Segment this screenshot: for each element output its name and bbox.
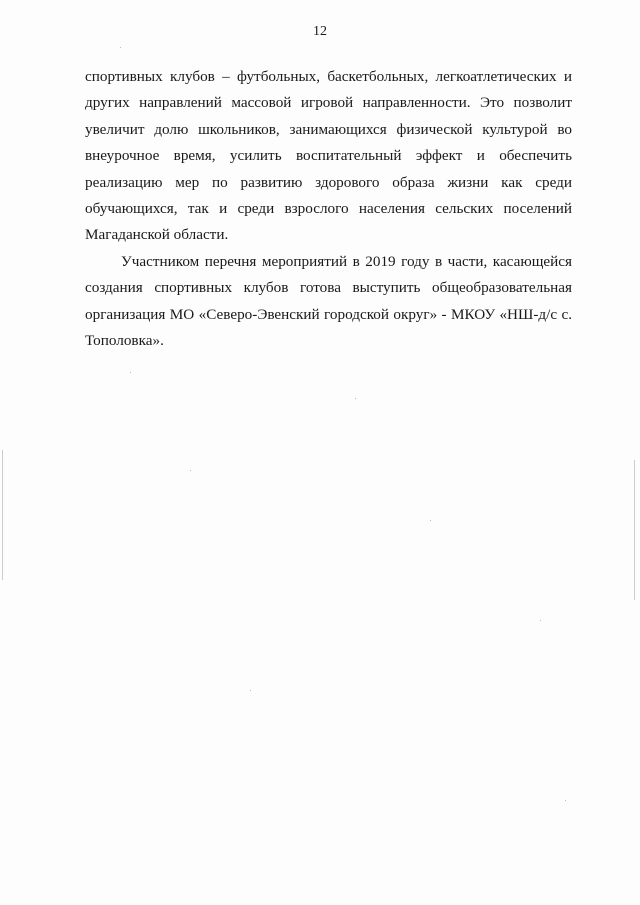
scan-speck bbox=[130, 372, 131, 373]
scan-speck bbox=[250, 690, 251, 691]
scan-speck bbox=[540, 620, 541, 621]
scan-speck bbox=[120, 47, 121, 48]
page-number: 12 bbox=[313, 24, 327, 39]
scan-speck bbox=[430, 520, 431, 521]
scan-speck bbox=[565, 800, 566, 801]
scan-speck bbox=[190, 470, 191, 471]
scan-speck bbox=[355, 398, 356, 399]
paragraph-2: Участником перечня мероприятий в 2019 году в части, касающейся создания спортивных клубов готова выступить общеобразовательная организация МО «Северо-Эвенский городской округ» - МКОУ «НШ-д/с с. Тополовка». bbox=[85, 252, 572, 350]
paragraph-1: спортивных клубов – футбольных, баскетбольных, легкоатлетических и других направлений массовой игровой направленности. Это позволит увеличит долю школьников, занимающихся физической культурой во внеурочное время, усилить воспитательный эффект и обеспечить реализацию мер по развитию здорового образа жизни как среди обучающихся, так и среди взрослого населения сельских поселений Магаданской области. bbox=[85, 68, 572, 244]
scan-edge-right bbox=[634, 460, 635, 600]
scan-edge-left bbox=[2, 450, 3, 580]
document-body bbox=[85, 64, 572, 354]
